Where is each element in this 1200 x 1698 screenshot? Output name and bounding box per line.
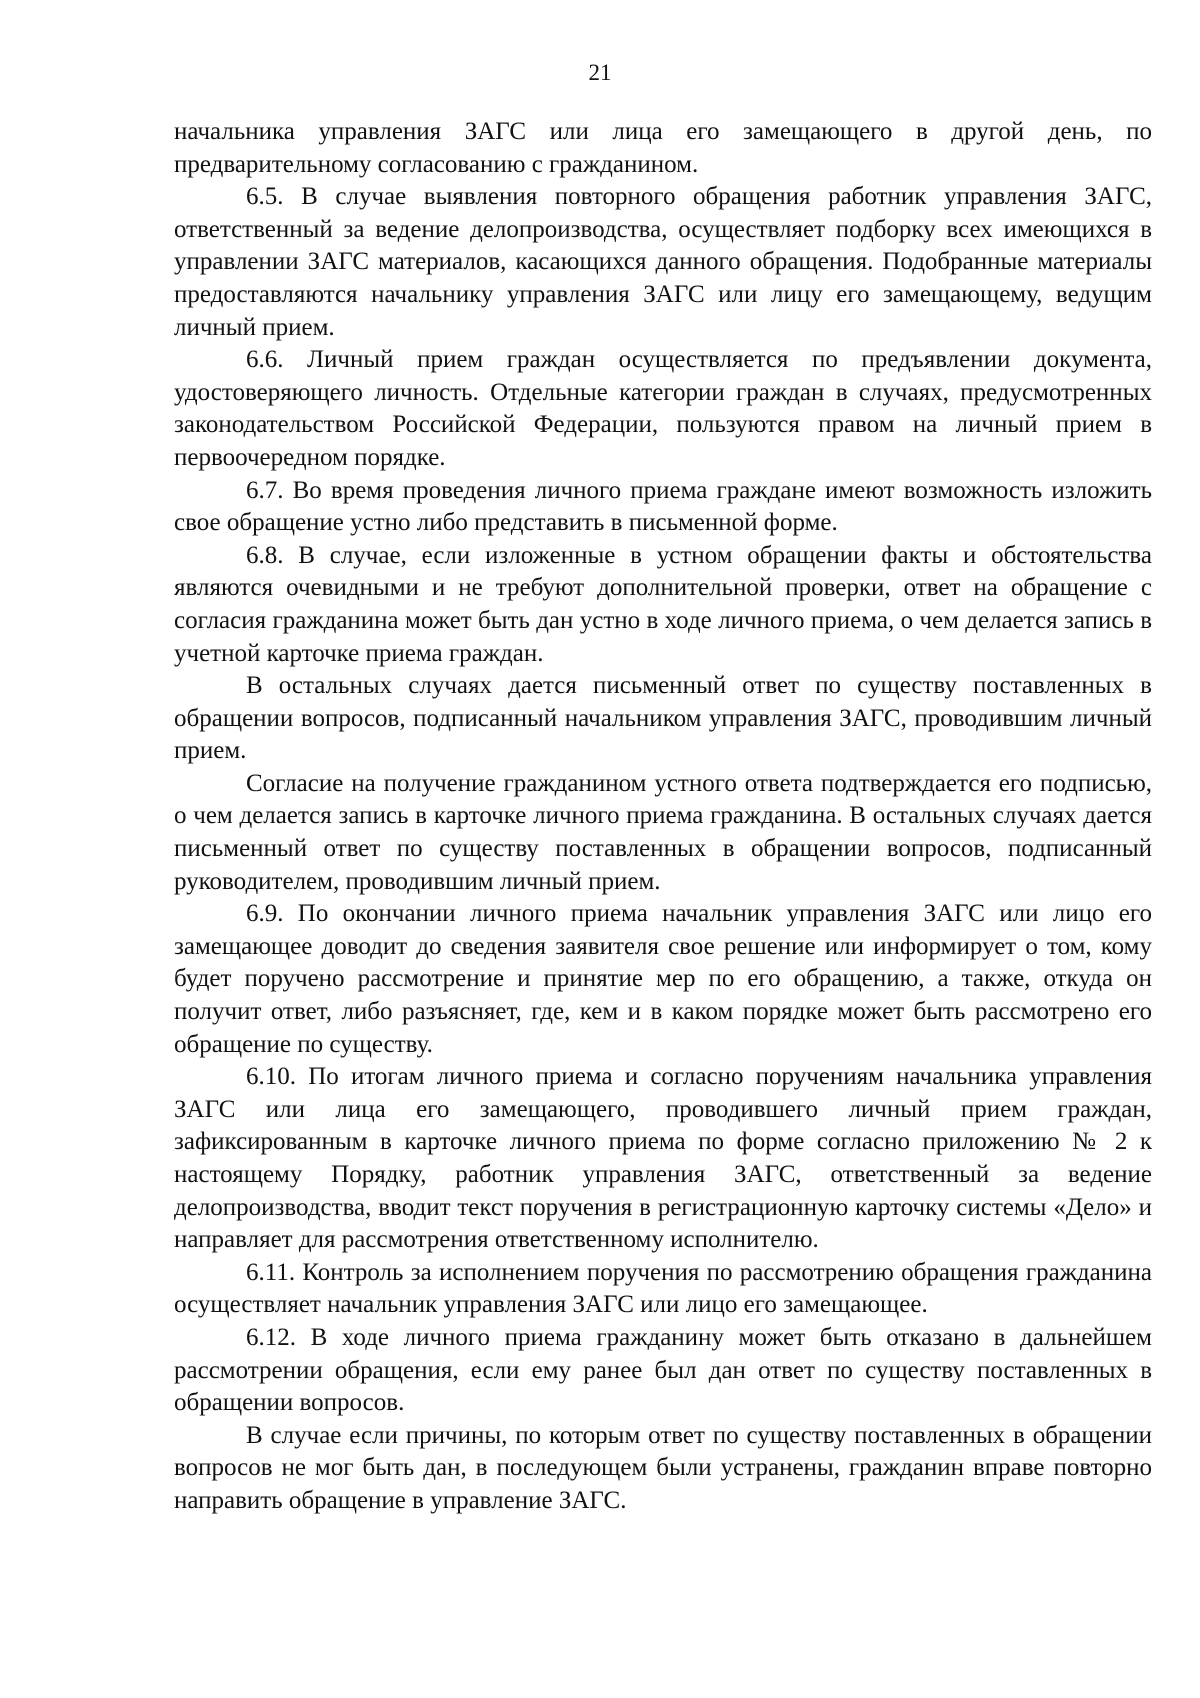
- document-body: [174, 116, 1152, 1518]
- paragraph-6-6: 6.6. Личный прием граждан осуществляется по предъявлении документа, удостоверяющего личность. Отдельные категории граждан в случаях, предусмотренных законодательством Российской Федерации, пользуются правом на личный прием в первоочередном порядке.: [174, 346, 1152, 471]
- paragraph-6-5: 6.5. В случае выявления повторного обращения работник управления ЗАГС, ответственный за ведение делопроизводства, осуществляет подборку всех имеющихся в управлении ЗАГС материалов, касающихся данного обращения. Подобранные материалы предоставляются начальнику управления ЗАГС или лицу его замещающему, ведущим личный прием.: [174, 183, 1152, 341]
- paragraph-6-12: 6.12. В ходе личного приема гражданину может быть отказано в дальнейшем рассмотрении обращения, если ему ранее был дан ответ по существу поставленных в обращении вопросов.: [174, 1323, 1152, 1417]
- paragraph-6-11: 6.11. Контроль за исполнением поручения по рассмотрению обращения гражданина осуществляет начальник управления ЗАГС или лицо его замещающее.: [174, 1258, 1152, 1319]
- paragraph-1: начальника управления ЗАГС или лица его замещающего в другой день, по предварительному согласованию с гражданином.: [174, 118, 1152, 178]
- paragraph-6-12-continued: В случае если причины, по которым ответ по существу поставленных в обращении вопросов не мог быть дан, в последующем были устранены, гражданин вправе повторно направить обращение в управление ЗАГС.: [174, 1421, 1152, 1514]
- paragraph-6-8-continued: В остальных случаях дается письменный ответ по существу поставленных в обращении вопросов, подписанный начальником управления ЗАГС, проводившим личный прием.: [174, 672, 1152, 765]
- page-number: 21: [588, 60, 612, 85]
- paragraph-6-8: 6.8. В случае, если изложенные в устном обращении факты и обстоятельства являются очевидными и не требуют дополнительной проверки, ответ на обращение с согласия гражданина может быть дан устно в ходе личного приема, о чем делается запись в учетной карточке приема граждан.: [174, 541, 1152, 667]
- paragraph-6-7: 6.7. Во время проведения личного приема граждане имеют возможность изложить свое обращение устно либо представить в письменной форме.: [174, 476, 1152, 537]
- paragraph-consent: Согласие на получение гражданином устного ответа подтверждается его подписью, о чем делается запись в карточке личного приема гражданина. В остальных случаях дается письменный ответ по существу поставленных в обращении вопросов, подписанный руководителем, проводившим личный прием.: [174, 769, 1152, 895]
- paragraph-6-10: 6.10. По итогам личного приема и согласно поручениям начальника управления ЗАГС или лица его замещающего, проводившего личный прием граждан, зафиксированным в карточке личного приема по форме согласно приложению № 2 к настоящему Порядку, работник управления ЗАГС, ответственный за ведение делопроизводства, вводит текст поручения в регистрационную карточку системы «Дело» и направляет для рассмотрения ответственному исполнителю.: [174, 1063, 1152, 1254]
- paragraph-6-9: 6.9. По окончании личного приема начальник управления ЗАГС или лицо его замещающее доводит до сведения заявителя свое решение или информирует о том, кому будет поручено рассмотрение и принятие мер по его обращению, а также, откуда он получит ответ, либо разъясняет, где, кем и в каком порядке может быть рассмотрено его обращение по существу.: [174, 900, 1152, 1058]
